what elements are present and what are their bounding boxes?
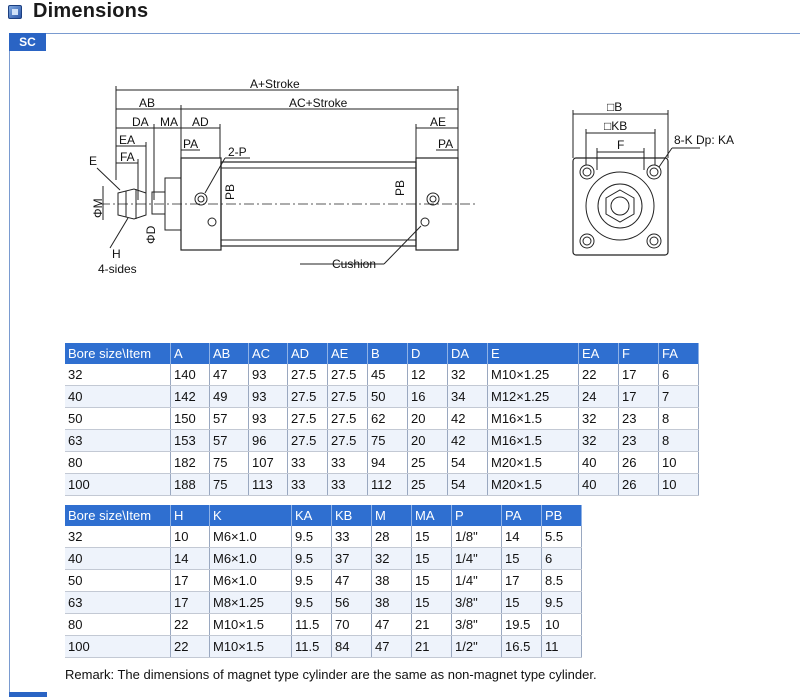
section-header <box>0 0 800 30</box>
table-cell: 16.5 <box>502 636 542 658</box>
svg-text:EA: EA <box>119 133 136 147</box>
table-cell: M6×1.0 <box>210 570 292 592</box>
table-row <box>65 386 699 408</box>
svg-text:ΦM: ΦM <box>91 198 105 218</box>
table-cell: 188 <box>171 474 210 496</box>
table-cell: 8 <box>659 430 699 452</box>
table-cell: 93 <box>249 386 288 408</box>
column-header: DA <box>448 343 488 364</box>
table-cell: 57 <box>210 408 249 430</box>
table-cell: 40 <box>65 386 171 408</box>
table-row <box>65 548 582 570</box>
column-header: Bore size\Item <box>65 505 171 526</box>
table-cell: 107 <box>249 452 288 474</box>
table-cell: 26 <box>619 452 659 474</box>
table-cell: 1/4" <box>452 548 502 570</box>
column-header: AD <box>288 343 328 364</box>
column-header: Bore size\Item <box>65 343 171 364</box>
table-cell: 12 <box>408 364 448 386</box>
table-cell: 27.5 <box>288 386 328 408</box>
column-header: PA <box>502 505 542 526</box>
table-cell: 1/8" <box>452 526 502 548</box>
table-cell: 1/4" <box>452 570 502 592</box>
svg-text:E: E <box>89 154 98 168</box>
column-header: B <box>368 343 408 364</box>
table-cell: 38 <box>372 570 412 592</box>
table-cell: 17 <box>502 570 542 592</box>
svg-text:8-K Dp: KA: 8-K Dp: KA <box>674 133 735 147</box>
table-cell: 14 <box>502 526 542 548</box>
table-cell: 33 <box>288 452 328 474</box>
column-header: MA <box>412 505 452 526</box>
column-header: D <box>408 343 448 364</box>
svg-text:DA: DA <box>132 115 149 129</box>
column-header: FA <box>659 343 699 364</box>
table-cell: 3/8" <box>452 614 502 636</box>
table-row <box>65 526 582 548</box>
svg-text:AB: AB <box>139 96 156 110</box>
table-row <box>65 592 582 614</box>
table-cell: 17 <box>619 386 659 408</box>
table-cell: 63 <box>65 592 171 614</box>
svg-text:PB: PB <box>223 183 237 200</box>
table-header-row <box>65 343 699 364</box>
table-cell: 32 <box>372 548 412 570</box>
table-cell: 56 <box>332 592 372 614</box>
svg-text:□B: □B <box>607 100 623 114</box>
table-cell: 38 <box>372 592 412 614</box>
table-cell: 15 <box>412 526 452 548</box>
dimension-table-1 <box>65 343 699 496</box>
table-cell: 42 <box>448 408 488 430</box>
table-cell: 21 <box>412 636 452 658</box>
table-cell: 62 <box>368 408 408 430</box>
column-header: PB <box>542 505 582 526</box>
table-cell: 113 <box>249 474 288 496</box>
table-cell: 63 <box>65 430 171 452</box>
column-header: AC <box>249 343 288 364</box>
table-cell: 9.5 <box>292 592 332 614</box>
table-cell: 50 <box>65 408 171 430</box>
table-cell: 94 <box>368 452 408 474</box>
table-row <box>65 408 699 430</box>
table-cell: 50 <box>368 386 408 408</box>
table-cell: 24 <box>579 386 619 408</box>
svg-text:A+Stroke: A+Stroke <box>250 77 300 91</box>
table-cell: 75 <box>368 430 408 452</box>
column-header: AE <box>328 343 368 364</box>
table-cell: 15 <box>412 592 452 614</box>
table-cell: M6×1.0 <box>210 548 292 570</box>
table-cell: 7 <box>659 386 699 408</box>
table-header-row <box>65 505 582 526</box>
column-header: H <box>171 505 210 526</box>
svg-text:Cushion: Cushion <box>332 257 377 271</box>
table-cell: 33 <box>332 526 372 548</box>
column-header: EA <box>579 343 619 364</box>
svg-text:AC+Stroke: AC+Stroke <box>289 96 348 110</box>
svg-text:H: H <box>112 247 121 261</box>
table-cell: 40 <box>65 548 171 570</box>
table-cell: 27.5 <box>328 430 368 452</box>
table-cell: 22 <box>579 364 619 386</box>
table-cell: 49 <box>210 386 249 408</box>
svg-text:AD: AD <box>192 115 209 129</box>
table-cell: 54 <box>448 474 488 496</box>
table-cell: 17 <box>171 592 210 614</box>
table-cell: 5.5 <box>542 526 582 548</box>
table-cell: 10 <box>659 452 699 474</box>
table-cell: M10×1.5 <box>210 636 292 658</box>
table-cell: 6 <box>542 548 582 570</box>
table-cell: 47 <box>372 614 412 636</box>
svg-text:FA: FA <box>120 150 135 164</box>
table-cell: 9.5 <box>292 570 332 592</box>
table-row <box>65 614 582 636</box>
table-cell: 15 <box>502 548 542 570</box>
table-cell: 40 <box>579 474 619 496</box>
table-cell: 45 <box>368 364 408 386</box>
table-cell: 10 <box>171 526 210 548</box>
table-cell: 27.5 <box>288 430 328 452</box>
table-cell: 150 <box>171 408 210 430</box>
table-cell: 28 <box>372 526 412 548</box>
column-header: F <box>619 343 659 364</box>
table-cell: 47 <box>332 570 372 592</box>
table-cell: 21 <box>412 614 452 636</box>
svg-text:□KB: □KB <box>604 119 628 133</box>
table-cell: 11.5 <box>292 636 332 658</box>
table-cell: 9.5 <box>542 592 582 614</box>
table-cell: 32 <box>65 526 171 548</box>
table-cell: 100 <box>65 474 171 496</box>
model-tab-sc: SC <box>9 33 46 51</box>
table-cell: 93 <box>249 364 288 386</box>
table-row <box>65 452 699 474</box>
table-cell: 10 <box>659 474 699 496</box>
table-cell: 27.5 <box>328 386 368 408</box>
table-cell: 9.5 <box>292 548 332 570</box>
table-cell: 8.5 <box>542 570 582 592</box>
table-cell: M6×1.0 <box>210 526 292 548</box>
table-cell: 9.5 <box>292 526 332 548</box>
table-cell: 96 <box>249 430 288 452</box>
footer-accent-bar <box>9 692 47 697</box>
table-cell: 15 <box>412 570 452 592</box>
table-cell: M8×1.25 <box>210 592 292 614</box>
table-cell: 16 <box>408 386 448 408</box>
dimension-table-2 <box>65 505 582 658</box>
table-cell: 22 <box>171 636 210 658</box>
table-cell: 84 <box>332 636 372 658</box>
table-cell: 25 <box>408 474 448 496</box>
table-cell: 32 <box>579 430 619 452</box>
table-cell: M16×1.5 <box>488 408 579 430</box>
table-cell: 25 <box>408 452 448 474</box>
table-cell: 50 <box>65 570 171 592</box>
table-cell: 75 <box>210 474 249 496</box>
table-cell: 23 <box>619 430 659 452</box>
table-cell: M10×1.5 <box>210 614 292 636</box>
table-cell: 42 <box>448 430 488 452</box>
column-header: K <box>210 505 292 526</box>
table-row <box>65 430 699 452</box>
table-cell: 112 <box>368 474 408 496</box>
table-cell: 32 <box>579 408 619 430</box>
table-cell: 93 <box>249 408 288 430</box>
table-cell: 47 <box>210 364 249 386</box>
column-header: A <box>171 343 210 364</box>
table-cell: 153 <box>171 430 210 452</box>
table-cell: 33 <box>328 452 368 474</box>
table-cell: 27.5 <box>328 408 368 430</box>
svg-text:4-sides: 4-sides <box>98 262 137 276</box>
column-header: AB <box>210 343 249 364</box>
table-cell: 80 <box>65 452 171 474</box>
section-bullet-icon <box>8 5 22 19</box>
table-cell: 75 <box>210 452 249 474</box>
table-cell: 10 <box>542 614 582 636</box>
table-cell: M20×1.5 <box>488 474 579 496</box>
table-cell: 27.5 <box>288 408 328 430</box>
table-cell: 11 <box>542 636 582 658</box>
column-header: KB <box>332 505 372 526</box>
table-cell: 182 <box>171 452 210 474</box>
table-row <box>65 474 699 496</box>
table-cell: 70 <box>332 614 372 636</box>
column-header: P <box>452 505 502 526</box>
svg-text:AE: AE <box>430 115 447 129</box>
table-cell: 19.5 <box>502 614 542 636</box>
page-title: Dimensions <box>33 0 149 22</box>
table-cell: M20×1.5 <box>488 452 579 474</box>
table-cell: 33 <box>328 474 368 496</box>
table-cell: 26 <box>619 474 659 496</box>
table-cell: 47 <box>372 636 412 658</box>
table-cell: M10×1.25 <box>488 364 579 386</box>
table-cell: 14 <box>171 548 210 570</box>
table-cell: 57 <box>210 430 249 452</box>
table-cell: 11.5 <box>292 614 332 636</box>
table-cell: 37 <box>332 548 372 570</box>
column-header: M <box>372 505 412 526</box>
table-cell: 15 <box>502 592 542 614</box>
table-cell: 142 <box>171 386 210 408</box>
table-cell: 17 <box>171 570 210 592</box>
table-cell: 17 <box>619 364 659 386</box>
table-row <box>65 636 582 658</box>
table-cell: 20 <box>408 430 448 452</box>
table-cell: 23 <box>619 408 659 430</box>
table-row <box>65 570 582 592</box>
table-cell: 8 <box>659 408 699 430</box>
table-cell: 33 <box>288 474 328 496</box>
table-cell: 100 <box>65 636 171 658</box>
svg-text:F: F <box>617 138 625 152</box>
svg-text:PA: PA <box>183 137 199 151</box>
table-cell: 6 <box>659 364 699 386</box>
table-cell: 27.5 <box>328 364 368 386</box>
svg-text:ΦD: ΦD <box>144 225 158 244</box>
svg-text:PB: PB <box>393 179 407 196</box>
table-cell: 3/8" <box>452 592 502 614</box>
svg-text:2-P: 2-P <box>228 145 247 159</box>
table-cell: 80 <box>65 614 171 636</box>
table-cell: 54 <box>448 452 488 474</box>
table-cell: 32 <box>65 364 171 386</box>
table-cell: 34 <box>448 386 488 408</box>
table-cell: 15 <box>412 548 452 570</box>
remark-note: Remark: The dimensions of magnet type cylinder are the same as non-magnet type cylinder. <box>65 667 597 682</box>
svg-text:PA: PA <box>438 137 454 151</box>
table-cell: 20 <box>408 408 448 430</box>
table-row <box>65 364 699 386</box>
svg-text:MA: MA <box>160 115 178 129</box>
table-cell: 22 <box>171 614 210 636</box>
column-header: E <box>488 343 579 364</box>
table-cell: 140 <box>171 364 210 386</box>
column-header: KA <box>292 505 332 526</box>
table-cell: 1/2" <box>452 636 502 658</box>
dimension-drawing <box>0 60 800 290</box>
table-cell: 27.5 <box>288 364 328 386</box>
table-cell: M16×1.5 <box>488 430 579 452</box>
table-cell: 32 <box>448 364 488 386</box>
table-cell: 40 <box>579 452 619 474</box>
table-cell: M12×1.25 <box>488 386 579 408</box>
